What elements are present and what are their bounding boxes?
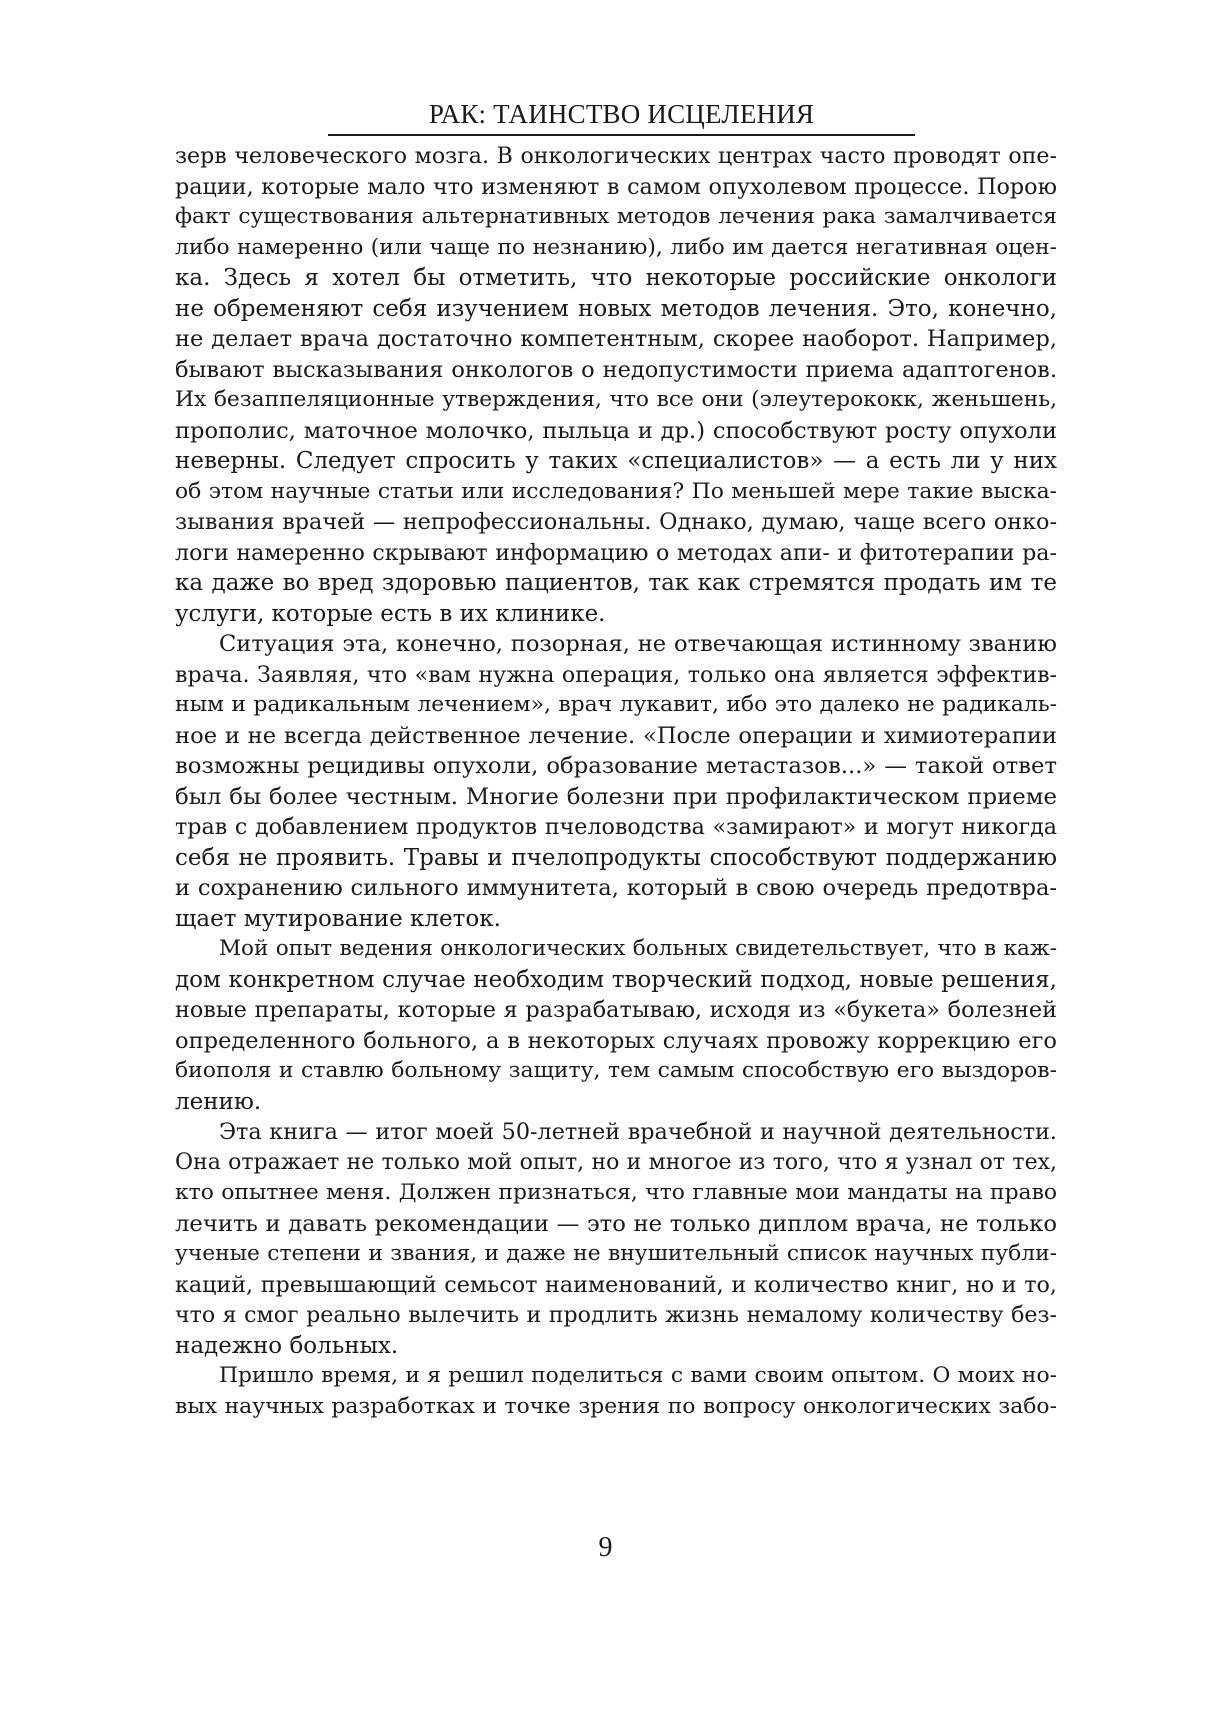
text-line: логи намеренно скрывают информацию о методах апи- и фитотерапии ра- bbox=[175, 539, 1057, 566]
text-line: ным и радикальным лечением», врач лукавит, ибо это далеко не радикаль- bbox=[175, 692, 1057, 717]
paragraph-3 bbox=[175, 934, 1057, 1117]
paragraph-2 bbox=[175, 629, 1057, 934]
text-line: определенного больного, а в некоторых случаях провожу коррекцию его bbox=[175, 1027, 1057, 1054]
text-line: дом конкретном случае необходим творческий подход, новые решения, bbox=[175, 966, 1057, 993]
text-line: биополя и ставлю больному защиту, тем самым способствую его выздоров- bbox=[175, 1058, 1057, 1083]
paragraph-1 bbox=[175, 141, 1057, 629]
text-line: Она отражает не только мой опыт, но и многое из того, что я узнал от тех, bbox=[175, 1149, 1057, 1175]
text-line: трав с добавлением продуктов пчеловодства «замирают» и могут никогда bbox=[175, 814, 1057, 840]
text-line: лению. bbox=[175, 1088, 262, 1115]
page-number: 9 bbox=[598, 1532, 613, 1563]
text-line: врача. Заявляя, что «вам нужна операция, только она является эффектив- bbox=[175, 661, 1057, 688]
text-line: каций, превышающий семьсот наименований, и количество книг, но и то, bbox=[175, 1271, 1057, 1298]
text-line: не делает врача достаточно компетентным, скорее наоборот. Например, bbox=[175, 326, 1057, 352]
text-line: зерв человеческого мозга. В онкологических центрах часто проводят опе- bbox=[175, 143, 1057, 169]
text-line: Ситуация эта, конечно, позорная, не отвечающая истинному званию bbox=[219, 631, 1057, 657]
text-line: бывают высказывания онкологов о недопустимости приема адаптогенов. bbox=[175, 356, 1057, 383]
text-line: и сохранению сильного иммунитета, который в свою очередь предотвра- bbox=[175, 875, 1057, 901]
text-line: ученые степени и звания, и даже не внушительный список научных публи- bbox=[175, 1241, 1057, 1266]
text-line: Их безаппеляционные утверждения, что все они (элеутерококк, женьшень, bbox=[175, 387, 1057, 412]
text-line: новые препараты, которые я разрабатываю, исходя из «букета» болезней bbox=[175, 997, 1057, 1023]
text-line: ное и не всегда действенное лечение. «После операции и химиотерапии bbox=[175, 722, 1057, 749]
text-line: ка даже во вред здоровью пациентов, так как стремятся продать им те bbox=[175, 570, 1057, 596]
paragraph-5 bbox=[175, 1361, 1057, 1422]
text-line: об этом научные статьи или исследования? По меньшей мере такие выска- bbox=[175, 478, 1057, 504]
text-line: факт существования альтернативных методов лечения рака замалчивается bbox=[175, 204, 1057, 229]
text-line: зывания врачей — непрофессиональны. Однако, думаю, чаще всего онко- bbox=[175, 509, 1057, 535]
text-line: возможны рецидивы опухоли, образование метастазов...» — такой ответ bbox=[175, 753, 1057, 779]
text-line: что я смог реально вылечить и продлить жизнь немалому количеству без- bbox=[175, 1302, 1057, 1328]
text-line: вых научных разработках и точке зрения по вопросу онкологических забо- bbox=[175, 1393, 1057, 1419]
header-rule bbox=[328, 134, 915, 136]
text-line: услуги, которые есть в их клинике. bbox=[175, 600, 606, 627]
text-line: либо намеренно (или чаще по незнанию), либо им дается негативная оцен- bbox=[175, 234, 1057, 260]
text-line: лечить и давать рекомендации — это не только диплом врача, не только bbox=[175, 1210, 1057, 1237]
text-line: ка. Здесь я хотел бы отметить, что некоторые российские онкологи bbox=[175, 265, 1057, 291]
text-line: не обременяют себя изучением новых методов лечения. Это, конечно, bbox=[175, 295, 1057, 322]
text-line: себя не проявить. Травы и пчелопродукты способствуют поддержанию bbox=[175, 844, 1057, 871]
text-line: Пришло время, и я решил поделиться с вами своим опытом. О моих но- bbox=[219, 1363, 1057, 1388]
text-line: щает мутирование клеток. bbox=[175, 905, 501, 932]
text-line: надежно больных. bbox=[175, 1332, 399, 1359]
text-line: Мой опыт ведения онкологических больных свидетельствует, что в каж- bbox=[219, 936, 1057, 961]
text-line: Эта книга — итог моей 50-летней врачебной и научной деятельности. bbox=[219, 1119, 1057, 1145]
running-head: РАК: ТАИНСТВО ИСЦЕЛЕНИЯ bbox=[428, 99, 815, 129]
text-line: был бы более честным. Многие болезни при профилактическом приеме bbox=[175, 783, 1057, 810]
text-line: неверны. Следует спросить у таких «специалистов» — а есть ли у них bbox=[175, 448, 1057, 474]
body-text bbox=[175, 141, 1057, 1422]
text-line: рации, которые мало что изменяют в самом опухолевом процессе. Порою bbox=[175, 173, 1057, 200]
text-line: прополис, маточное молочко, пыльца и др.) способствуют росту опухоли bbox=[175, 417, 1057, 444]
paragraph-4 bbox=[175, 1117, 1057, 1361]
text-line: кто опытнее меня. Должен признаться, что главные мои мандаты на право bbox=[175, 1180, 1057, 1205]
